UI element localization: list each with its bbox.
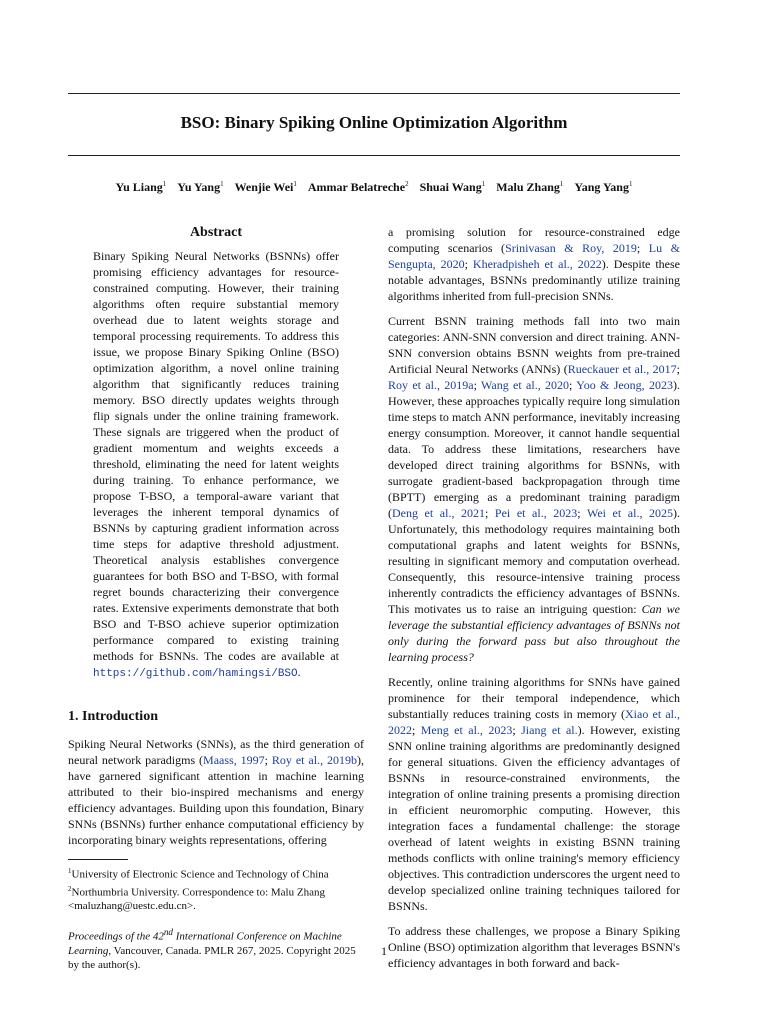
intro-paragraph: Spiking Neural Networks (SNNs), as the third generation of neural network paradigms (Maass, 1997; Roy et al., 2019b), have garnered significant attention in machine learning attributed to their bio-inspired mechanisms and energy efficiency advantages. Building upon this foundation, Binary SNNs (BSNNs) further enhance computational efficiency by incorporating binary weights representations, offering: [68, 737, 364, 847]
code-link[interactable]: https://github.com/hamingsi/BSO: [93, 668, 298, 680]
body-paragraph: Recently, online training algorithms for SNNs have gained prominence for their temporal independence, which substantially reduces training costs in memory (Xiao et al., 2022; Meng et al., 2023; Jiang et al.). However, existing SNN online training algorithms are predominantly designed for general situations. Given the efficiency advantages of BSNNs in resource-constrained environments, the integration of online training presents a promising direction in efficient neuromorphic computing. However, this integration faces a fundamental challenge: the storage overhead of latent weights in existing BSNN training methods conflicts with online training's memory efficiency objectives. This contradiction underscores the urgent need to develop specialized online training techniques tailored for BSNNs.: [388, 675, 680, 913]
proceedings-note: Proceedings of the 42nd International Conference on Machine Learning, Vancouver, Canada. PMLR 267, 2025. Copyright 2025 by the author(s).: [68, 927, 356, 971]
top-rule: [68, 93, 680, 94]
author: Yu Liang$^1$: [115, 180, 167, 194]
citation-link[interactable]: Maass, 1997: [203, 753, 265, 767]
author: Yang Yang$^1$: [574, 180, 633, 194]
citation-link[interactable]: Jiang et al.: [521, 723, 578, 737]
right-column: [388, 224, 680, 980]
footnote-affiliation-2: $^2$Northumbria University. Correspondence to: Malu Zhang <maluzhang@uestc.edu.cn>.: [68, 884, 325, 913]
author: Shuai Wang$^1$: [419, 180, 486, 194]
footnote-rule: [68, 859, 128, 860]
body-paragraph: Current BSNN training methods fall into two main categories: ANN-SNN conversion and direct training. ANN-SNN conversion obtains BSNN weights from pre-trained Artificial Neural Networks (ANNs) (Rueckauer et al., 2017; Roy et al., 2019a; Wang et al., 2020; Yoo & Jeong, 2023). However, these approaches typically require long simulation time steps to match ANN performance, inevitably increasing energy consumption. Moreover, it cannot handle sequential data. To address these limitations, researchers have developed direct training algorithms for BSNNs, with surrogate gradient-based backpropagation through time (BPTT) emerging as a predominant training paradigm (Deng et al., 2021; Pei et al., 2023; Wei et al., 2025). Unfortunately, this methodology requires maintaining both computational graphs and latent weights for BSNNs, resulting in significant memory and computation overhead. Consequently, this resource-intensive training process inherently contradicts the efficiency advantages of BSNNs. This motivates us to raise an intriguing question: Can we leverage the substantial efficiency advantages of BSNNs not only during the forward pass but also throughout the learning process?: [388, 314, 681, 664]
citation-link[interactable]: Deng et al., 2021: [392, 506, 486, 520]
citation-link[interactable]: Lu & Sengupta, 2020: [388, 241, 680, 271]
citation-link[interactable]: Srinivasan & Roy, 2019: [505, 241, 637, 255]
page-number: 1: [381, 944, 387, 958]
research-question: Can we leverage the substantial efficiency advantages of BSNNs not only during the forward pass but also throughout the learning process?: [388, 602, 680, 664]
paper-title: BSO: Binary Spiking Online Optimization Algorithm: [180, 113, 568, 132]
author: Yu Yang$^1$: [177, 180, 224, 194]
author: Wenjie Wei$^1$: [234, 180, 297, 194]
section-heading-introduction: 1. Introduction: [68, 709, 158, 724]
citation-link[interactable]: Kheradpisheh et al., 2022: [472, 257, 602, 271]
author: Ammar Belatreche$^2$: [307, 180, 409, 194]
abstract-heading: Abstract: [189, 225, 243, 240]
citation-link[interactable]: Xiao et al., 2022: [388, 707, 680, 737]
abstract-text: Binary Spiking Neural Networks (BSNNs) offer promising efficiency advantages for resource-constrained computing. However, their training algorithms often require substantial memory overhead due to latent weights storage and temporal processing requirements. To address this issue, we propose Binary Spiking Online (BSO) optimization algorithm, a novel online training algorithm that significantly reduces training memory. BSO directly updates weights through flip signals under the online training framework. These signals are triggered when the product of gradient momentum and weights exceeds a threshold, eliminating the need for latent weights during training. To enhance performance, we propose T-BSO, a temporal-aware variant that leverages the inherent temporal dynamics of BSNNs by capturing gradient information across time steps for adaptive threshold adjustment. Theoretical analysis establishes convergence guarantees for both BSO and T-BSO, with formal regret bounds characterizing their convergence rates. Extensive experiments demonstrate that both BSO and T-BSO achieve superior optimization performance compared to existing training methods for BSNNs. The codes are available at https://github.com/hamingsi/BSO.: [93, 249, 339, 680]
citation-link[interactable]: Pei et al., 2023: [494, 506, 578, 520]
citation-link[interactable]: Yoo & Jeong, 2023: [576, 378, 674, 392]
citation-link[interactable]: Roy et al., 2019a: [388, 378, 474, 392]
author-list: [68, 180, 680, 195]
author: Malu Zhang$^1$: [496, 180, 564, 194]
citation-link[interactable]: Rueckauer et al., 2017: [567, 362, 677, 376]
body-paragraph: To address these challenges, we propose a Binary Spiking Online (BSO) optimization algorithm that leverages BSNN's efficiency advantages in both forward and back-: [388, 924, 680, 970]
citation-link[interactable]: Roy et al., 2019b: [271, 753, 357, 767]
citation-link[interactable]: Wei et al., 2025: [586, 506, 674, 520]
citation-link[interactable]: Wang et al., 2020: [481, 378, 570, 392]
left-column: [68, 224, 364, 972]
footnote-affiliation-1: $^1$University of Electronic Science and Technology of China: [68, 867, 329, 881]
title-bottom-rule: [68, 155, 680, 156]
citation-link[interactable]: Meng et al., 2023: [420, 723, 513, 737]
body-paragraph: a promising solution for resource-constrained edge computing scenarios (Srinivasan & Roy, 2019; Lu & Sengupta, 2020; Kheradpisheh et al., 2022). Despite these notable advantages, BSNNs predominantly utilize training algorithms inherited from full-precision SNNs.: [388, 225, 680, 303]
